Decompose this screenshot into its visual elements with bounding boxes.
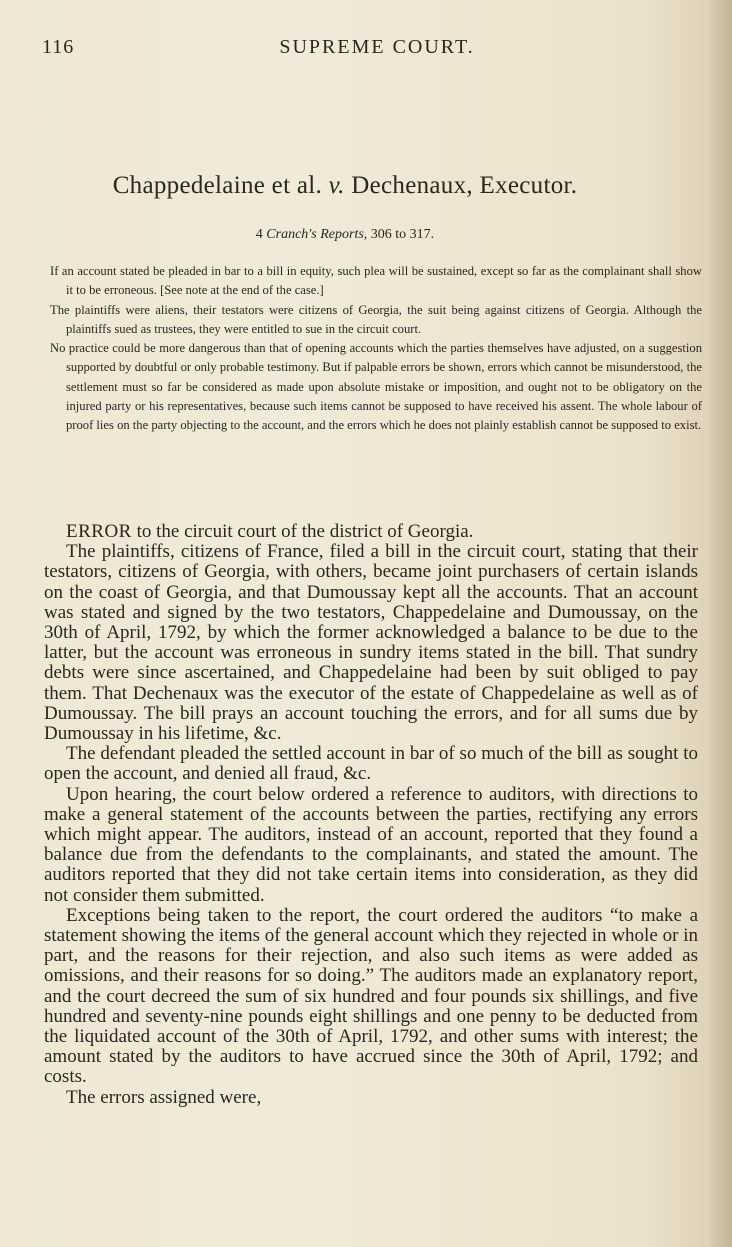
page-number: 116 <box>42 36 75 58</box>
headnotes <box>50 262 702 436</box>
case-title-part2: Dechenaux, Executor. <box>344 172 578 199</box>
running-head: SUPREME COURT. <box>279 36 475 58</box>
headnote: No practice could be more dangerous than that of opening accounts which the parties themselves have adjusted, on a suggestion supported by doubtful or only probable testimony. But if palpable errors be shown, errors which cannot be misunderstood, the settlement must so far be considered as made upon absolute mistake or imposition, and ought not to be obligatory on the injured party or his representatives, because such items cannot be supposed to have received his assent. The whole labour of proof lies on the party objecting to the account, and the errors which he does not plainly establish cannot be supposed to exist. <box>50 341 702 433</box>
opinion-body <box>44 522 698 1108</box>
body-paragraph: The defendant pleaded the settled account in bar of so much of the bill as sought to open the account, and denied all fraud, &c. <box>44 743 698 785</box>
error-rest: to the circuit court of the district of Georgia. <box>131 521 474 542</box>
citation-reporter: Cranch's Reports, <box>266 227 368 242</box>
page-header <box>42 36 682 64</box>
error-word: ERROR <box>66 521 132 542</box>
body-paragraph: Exceptions being taken to the report, the court ordered the auditors “to make a statement showing the items of the general account which they rejected in whole or in part, and the reasons for their rejection, and also such items as were added as omissions, and their reasons for so doing.” The auditors made an explanatory report, and the court decreed the sum of six hundred and four pounds six shillings, and five hundred and seventy-nine pounds eight shillings and one penny to be deducted from the liquidated account of the 30th of April, 1792, and other sums with interest; the amount stated by the auditors to have accrued since the 30th of April, 1792; and costs. <box>44 904 698 1088</box>
body-paragraph: The plaintiffs, citizens of France, filed a bill in the circuit court, stating that their testators, citizens of Georgia, with others, became joint purchasers of certain islands on the coast of Georgia, and that Dumoussay kept all the accounts. That an account was stated and signed by the two testators, Chappedelaine and Dumoussay, on the 30th of April, 1792, by which the former acknowledged a balance to be due to the latter, but the account was erroneous in sundry items stated in the bill. That sundry debts were since ascertained, and Chappedelaine had been by suit obliged to pay them. That Dechenaux was the executor of the estate of Chappedelaine as well as of Dumoussay. The bill prays an account touching the errors, and for all sums due by Dumoussay in his lifetime, &c. <box>44 541 698 745</box>
case-title <box>40 172 650 200</box>
case-title-part1: Chappedelaine et al. <box>112 172 329 199</box>
headnote: If an account stated be pleaded in bar to a bill in equity, such plea will be sustained, except so far as the complainant shall show it to be erroneous. [See note at the end of the case.] <box>50 264 702 298</box>
citation-volume: 4 <box>255 227 267 242</box>
headnote: The plaintiffs were aliens, their testators were citizens of Georgia, the suit being against citizens of Georgia. Although the plaintiffs sued as trustees, they were entitled to sue in the circuit court. <box>50 302 702 336</box>
body-paragraph-error <box>44 522 698 542</box>
case-title-versus: v. <box>328 172 345 199</box>
body-paragraph: The errors assigned were, <box>66 1086 262 1108</box>
citation-pages: 306 to 317. <box>367 227 435 242</box>
page-edge-shadow <box>706 0 732 1247</box>
body-paragraph: Upon hearing, the court below ordered a reference to auditors, with directions to make a general statement of the accounts between the parties, rectifying any errors which might appear. The auditors, instead of an account, reported that they found a balance due from the defendants to the complainants, and stated the amount. The auditors reported that they did not take certain items into consideration, as they did not consider them submitted. <box>44 783 698 906</box>
citation <box>40 227 650 243</box>
